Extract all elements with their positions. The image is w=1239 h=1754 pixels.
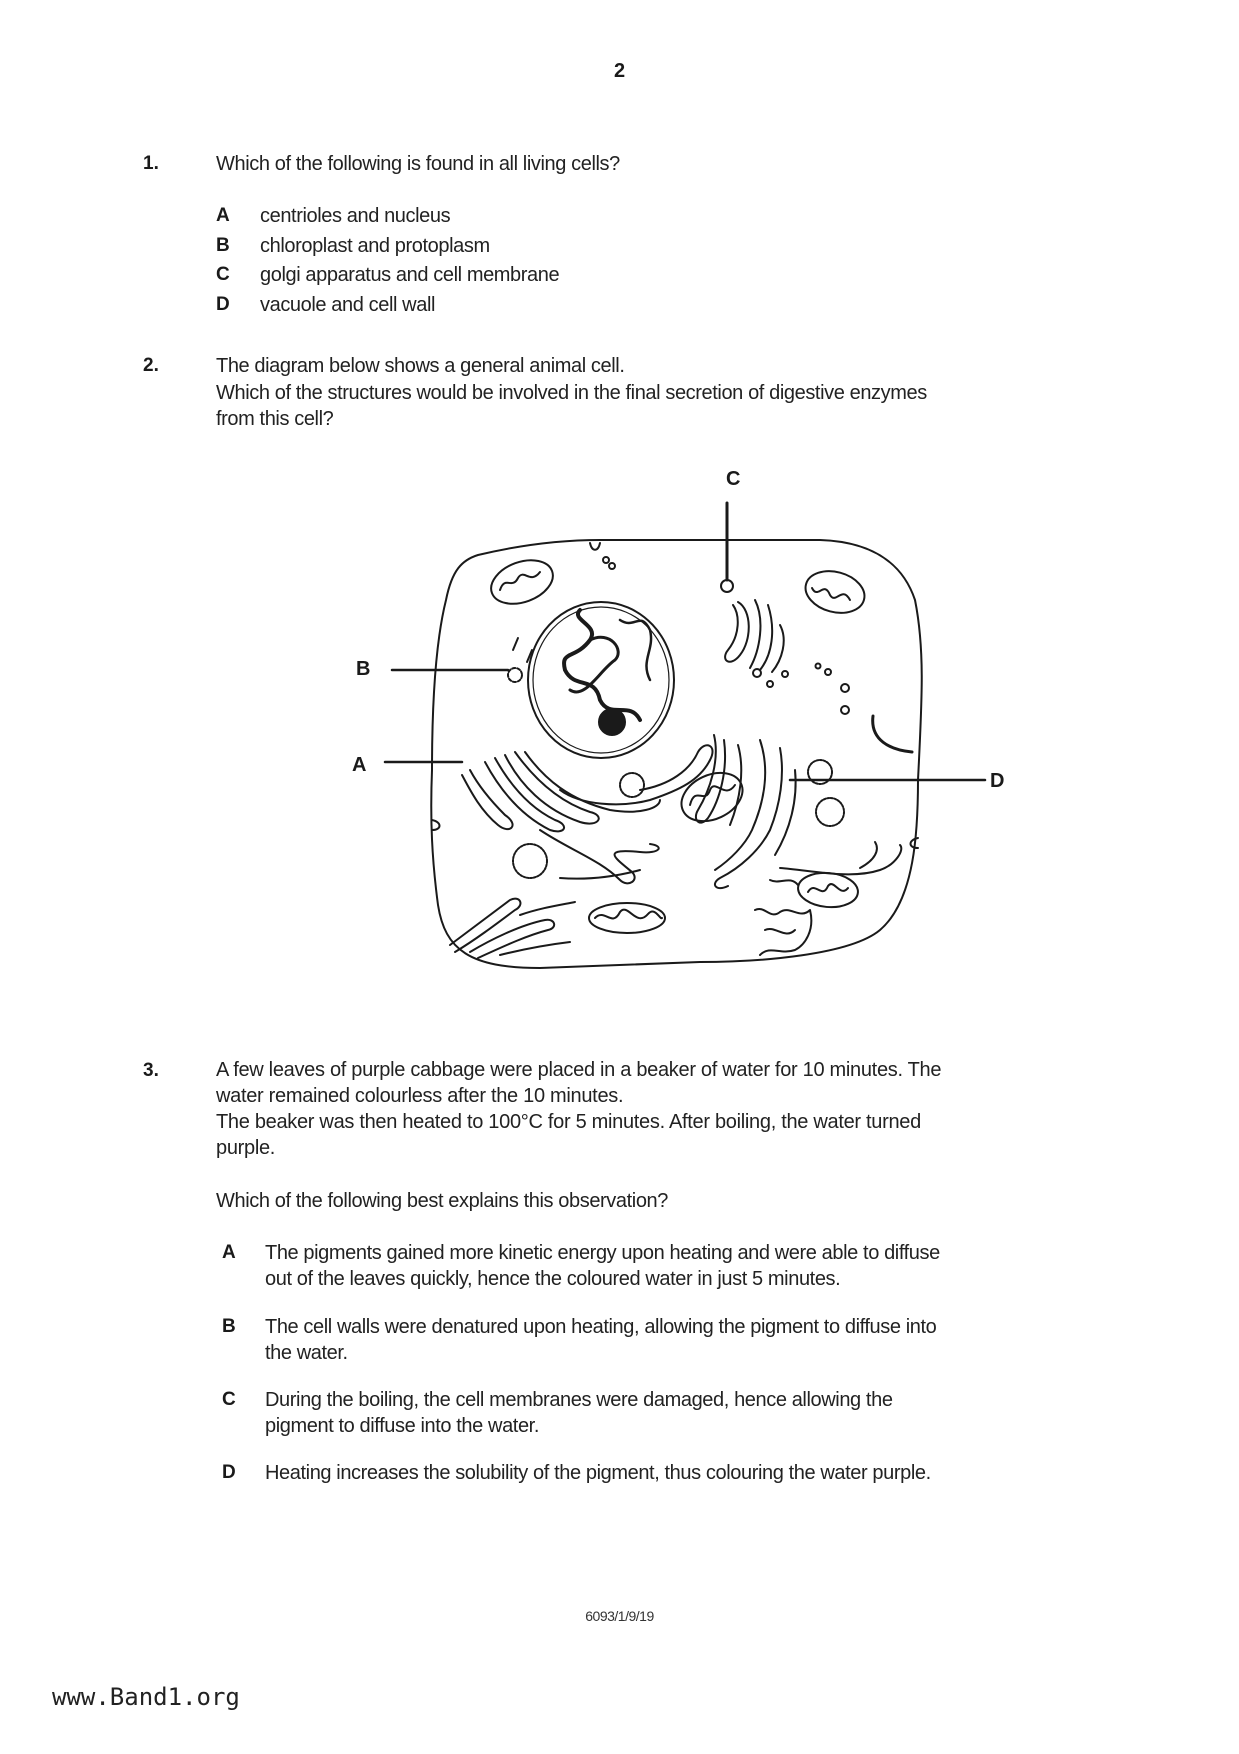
option-text: vacuole and cell wall [260, 294, 436, 316]
rough-er-bottom [450, 899, 575, 958]
question-stem-line: The beaker was then heated to 100°C for 5 minutes. After boiling, the water turned [216, 1111, 921, 1133]
lysosome [620, 773, 644, 797]
lysosome [816, 798, 844, 826]
option-text-line: During the boiling, the cell membranes were damaged, hence allowing the [265, 1389, 893, 1411]
question-number: 2. [143, 355, 159, 376]
question-number: 3. [143, 1060, 159, 1081]
option-letter: A [222, 1242, 236, 1263]
option-text: golgi apparatus and cell membrane [260, 264, 560, 286]
option-text-line: Heating increases the solubility of the pigment, thus colouring the water purple. [265, 1462, 931, 1484]
question-stem: Which of the following is found in all living cells? [216, 153, 620, 175]
option-letter: D [216, 294, 230, 315]
option-text-line: the water. [265, 1342, 348, 1364]
option-letter: C [216, 264, 230, 285]
option-text-line: The pigments gained more kinetic energy upon heating and were able to diffuse [265, 1242, 940, 1264]
option-letter: D [222, 1462, 236, 1483]
option-text-line: pigment to diffuse into the water. [265, 1415, 539, 1437]
diagram-label-a: A [352, 754, 367, 776]
lysosome [513, 844, 547, 878]
golgi-apparatus [725, 602, 749, 662]
paper-code: 6093/1/9/19 [585, 1608, 654, 1624]
mitochondrion [797, 870, 860, 909]
question-number: 1. [143, 153, 159, 174]
option-text-line: out of the leaves quickly, hence the coloured water in just 5 minutes. [265, 1268, 841, 1290]
mitochondrion [589, 903, 665, 933]
nucleolus [599, 709, 625, 735]
option-letter: B [216, 235, 230, 256]
question-prompt: Which of the following best explains this observation? [216, 1190, 668, 1212]
diagram-label-b: B [356, 658, 371, 680]
question-stem-line: The diagram below shows a general animal cell. [216, 355, 625, 377]
question-stem-line: Which of the structures would be involved in the final secretion of digestive enzymes [216, 382, 927, 404]
option-letter: C [222, 1389, 236, 1410]
option-text: chloroplast and protoplasm [260, 235, 490, 257]
question-stem-line: purple. [216, 1137, 276, 1159]
option-letter: A [216, 205, 230, 226]
rough-er-left [462, 745, 713, 883]
centriole [508, 668, 522, 682]
watermark: www.Band1.org [52, 1683, 240, 1711]
question-stem-line: water remained colourless after the 10 minutes. [216, 1085, 624, 1107]
mitochondrion [801, 565, 869, 619]
smooth-er [755, 880, 811, 955]
option-letter: B [222, 1316, 236, 1337]
page-number: 2 [613, 60, 626, 82]
question-stem-line: A few leaves of purple cabbage were placed in a beaker of water for 10 minutes. The [216, 1059, 942, 1081]
diagram-label-d: D [990, 770, 1005, 792]
diagram-label-c: C [726, 468, 741, 490]
mitochondrion [485, 552, 559, 611]
nucleus [528, 602, 674, 758]
secretory-vesicle [721, 580, 733, 592]
option-text-line: The cell walls were denatured upon heating, allowing the pigment to diffuse into [265, 1316, 937, 1338]
question-stem-line: from this cell? [216, 408, 334, 430]
option-text: centrioles and nucleus [260, 205, 451, 227]
rough-er-right [696, 735, 901, 888]
animal-cell-diagram [380, 490, 990, 990]
